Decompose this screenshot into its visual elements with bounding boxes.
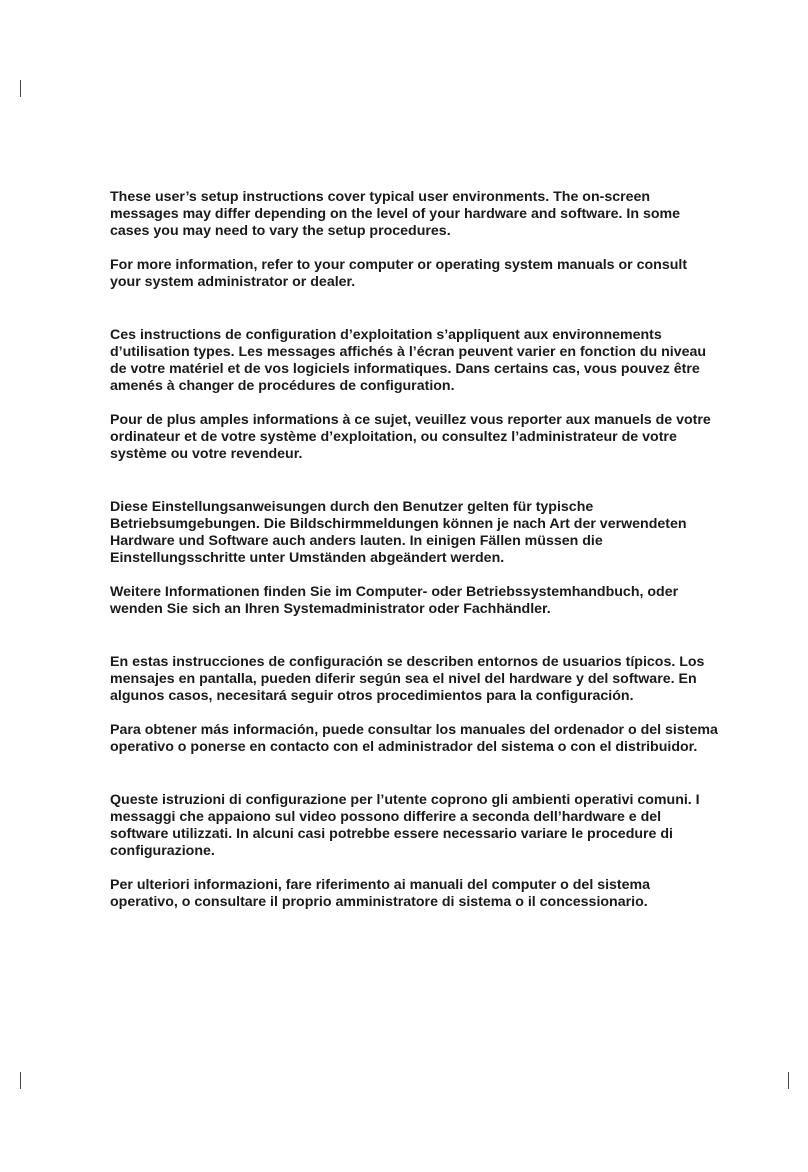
text-line: messaggi che appaiono sul video possono differire a seconda dell’hardware e del xyxy=(110,809,662,825)
text-line: Diese Einstellungsanweisungen durch den Benutzer gelten für typische xyxy=(110,499,594,515)
text-line: Hardware und Software auch anders lauten. In einigen Fällen müssen die xyxy=(110,533,603,549)
text-line: operativo o ponerse en contacto con el administrador del sistema o con el distribuidor. xyxy=(110,739,698,755)
english-paragraph-setup xyxy=(110,189,730,240)
german-paragraph-more-info xyxy=(110,584,730,618)
italian-paragraph-more-info xyxy=(110,877,730,911)
text-line: Weitere Informationen finden Sie im Computer- oder Betriebssystemhandbuch, oder xyxy=(110,584,679,600)
text-line: wenden Sie sich an Ihren Systemadministrator oder Fachhändler. xyxy=(110,601,551,617)
text-line: Betriebsumgebungen. Die Bildschirmmeldungen können je nach Art der verwendeten xyxy=(110,516,687,532)
crop-mark-bottom-left xyxy=(20,1072,21,1089)
section-italian xyxy=(110,792,730,911)
text-line: amenés à changer de procédures de configuration. xyxy=(110,378,455,394)
text-line: de votre matériel et de vos logiciels informatiques. Dans certains cas, vous pouvez être xyxy=(110,361,700,377)
text-line: Per ulteriori informazioni, fare riferimento ai manuali del computer o del sistema xyxy=(110,877,651,893)
text-line: En estas instrucciones de configuración se describen entornos de usuarios típicos. Los xyxy=(110,654,705,670)
crop-mark-top-left xyxy=(20,80,21,97)
text-line: Queste istruzioni di configurazione per l’utente coprono gli ambienti operativi comuni. I xyxy=(110,792,700,808)
section-english xyxy=(110,189,730,291)
section-french xyxy=(110,327,730,463)
text-line: For more information, refer to your computer or operating system manuals or consult xyxy=(110,257,688,273)
document-body xyxy=(110,189,730,911)
text-line: software utilizzati. In alcuni casi potrebbe essere necessario variare le procedure di xyxy=(110,826,673,842)
text-line: d’utilisation types. Les messages affichés à l’écran peuvent varier en fonction du niveau xyxy=(110,344,707,360)
section-german xyxy=(110,499,730,618)
english-paragraph-more-info xyxy=(110,257,730,291)
text-line: Einstellungsschritte unter Umständen abgeändert werden. xyxy=(110,550,505,566)
text-line: operativo, o consultare il proprio amministratore di sistema o il concessionario. xyxy=(110,894,648,910)
french-paragraph-more-info xyxy=(110,412,730,463)
text-line: ordinateur et de votre système d’exploitation, ou consultez l’administrateur de votre xyxy=(110,429,677,445)
section-spanish xyxy=(110,654,730,756)
french-paragraph-setup xyxy=(110,327,730,395)
german-paragraph-setup xyxy=(110,499,730,567)
text-line: messages may differ depending on the level of your hardware and software. In some xyxy=(110,206,681,222)
crop-mark-bottom-right xyxy=(788,1072,789,1089)
text-line: Para obtener más información, puede consultar los manuales del ordenador o del sistema xyxy=(110,722,718,738)
spanish-paragraph-setup xyxy=(110,654,730,705)
text-line: configurazione. xyxy=(110,843,215,859)
text-line: mensajes en pantalla, pueden diferir según sea el nivel del hardware y del software. En xyxy=(110,671,697,687)
italian-paragraph-setup xyxy=(110,792,730,860)
text-line: cases you may need to vary the setup procedures. xyxy=(110,223,451,239)
text-line: système ou votre revendeur. xyxy=(110,446,303,462)
spanish-paragraph-more-info xyxy=(110,722,730,756)
text-line: Pour de plus amples informations à ce sujet, veuillez vous reporter aux manuels de votre xyxy=(110,412,711,428)
text-line: algunos casos, necesitará seguir otros procedimientos para la configuración. xyxy=(110,688,634,704)
text-line: your system administrator or dealer. xyxy=(110,274,356,290)
text-line: These user’s setup instructions cover typical user environments. The on-screen xyxy=(110,189,651,205)
text-line: Ces instructions de configuration d’exploitation s’appliquent aux environnements xyxy=(110,327,662,343)
